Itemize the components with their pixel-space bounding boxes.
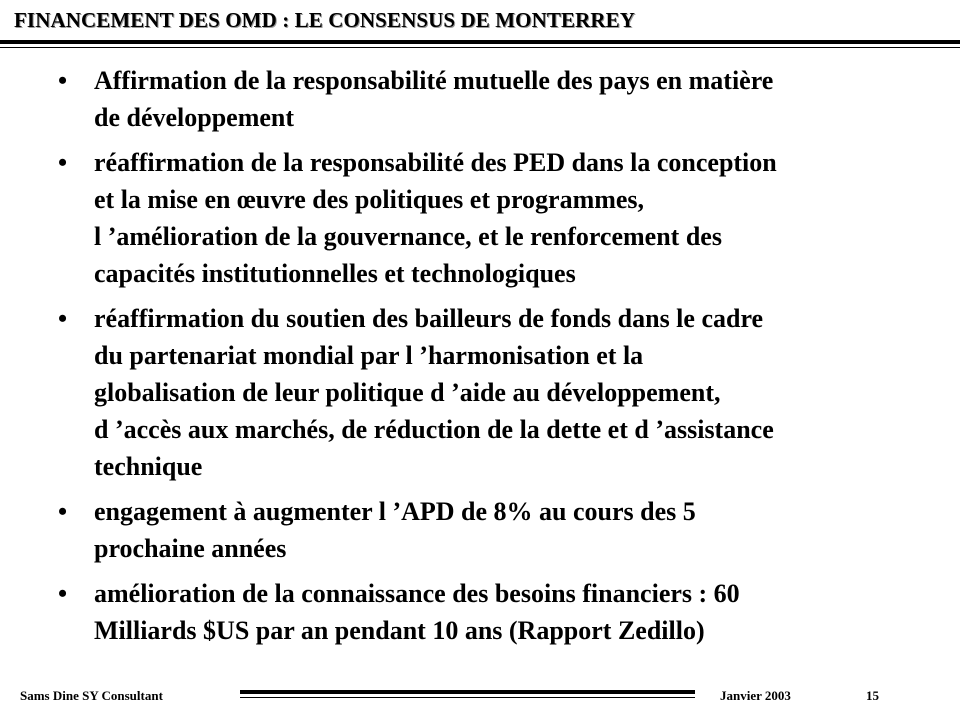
bullet-marker: • (58, 66, 68, 95)
bullet-marker: • (58, 579, 68, 608)
bullet-item (58, 575, 948, 649)
footer-divider (240, 690, 695, 694)
bullet-marker: • (58, 497, 68, 526)
footer-divider-thin (240, 697, 695, 698)
bullet-text (94, 300, 948, 485)
bullet-text (94, 575, 948, 649)
bullet-item (58, 62, 948, 136)
bullet-marker: • (58, 148, 68, 177)
title-divider-thin (0, 47, 960, 48)
bullet-item (58, 493, 948, 567)
bullet-line: prochaine années (94, 534, 287, 563)
page-number: 15 (866, 688, 879, 703)
bullet-line: réaffirmation de la responsabilité des PED dans la conception (94, 148, 777, 177)
bullet-line: capacités institutionnelles et technologiques (94, 259, 576, 288)
bullet-line: d ’accès aux marchés, de réduction de la dette et d ’assistance (94, 415, 774, 444)
bullet-line: globalisation de leur politique d ’aide au développement, (94, 378, 721, 407)
bullet-list (58, 62, 948, 657)
bullet-line: Affirmation de la responsabilité mutuelle des pays en matière (94, 66, 774, 95)
bullet-item (58, 300, 948, 485)
title-divider (0, 40, 960, 44)
bullet-line: et la mise en œuvre des politiques et programmes, (94, 185, 645, 214)
bullet-text (94, 493, 948, 567)
footer-date: Janvier 2003 (720, 688, 791, 703)
slide-title: FINANCEMENT DES OMD : LE CONSENSUS DE MONTERREY (14, 8, 635, 32)
bullet-item (58, 144, 948, 292)
bullet-line: engagement à augmenter l ’APD de 8% au cours des 5 (94, 497, 696, 526)
bullet-marker: • (58, 304, 68, 333)
bullet-line: de développement (94, 103, 295, 132)
bullet-line: Milliards $US par an pendant 10 ans (Rapport Zedillo) (94, 616, 705, 645)
bullet-line: amélioration de la connaissance des besoins financiers : 60 (94, 579, 740, 608)
bullet-line: technique (94, 452, 203, 481)
bullet-line: réaffirmation du soutien des bailleurs de fonds dans le cadre (94, 304, 764, 333)
bullet-text (94, 144, 948, 292)
footer-author: Sams Dine SY Consultant (20, 688, 163, 703)
bullet-line: du partenariat mondial par l ’harmonisation et la (94, 341, 644, 370)
bullet-line: l ’amélioration de la gouvernance, et le renforcement des (94, 222, 722, 251)
bullet-text (94, 62, 948, 136)
